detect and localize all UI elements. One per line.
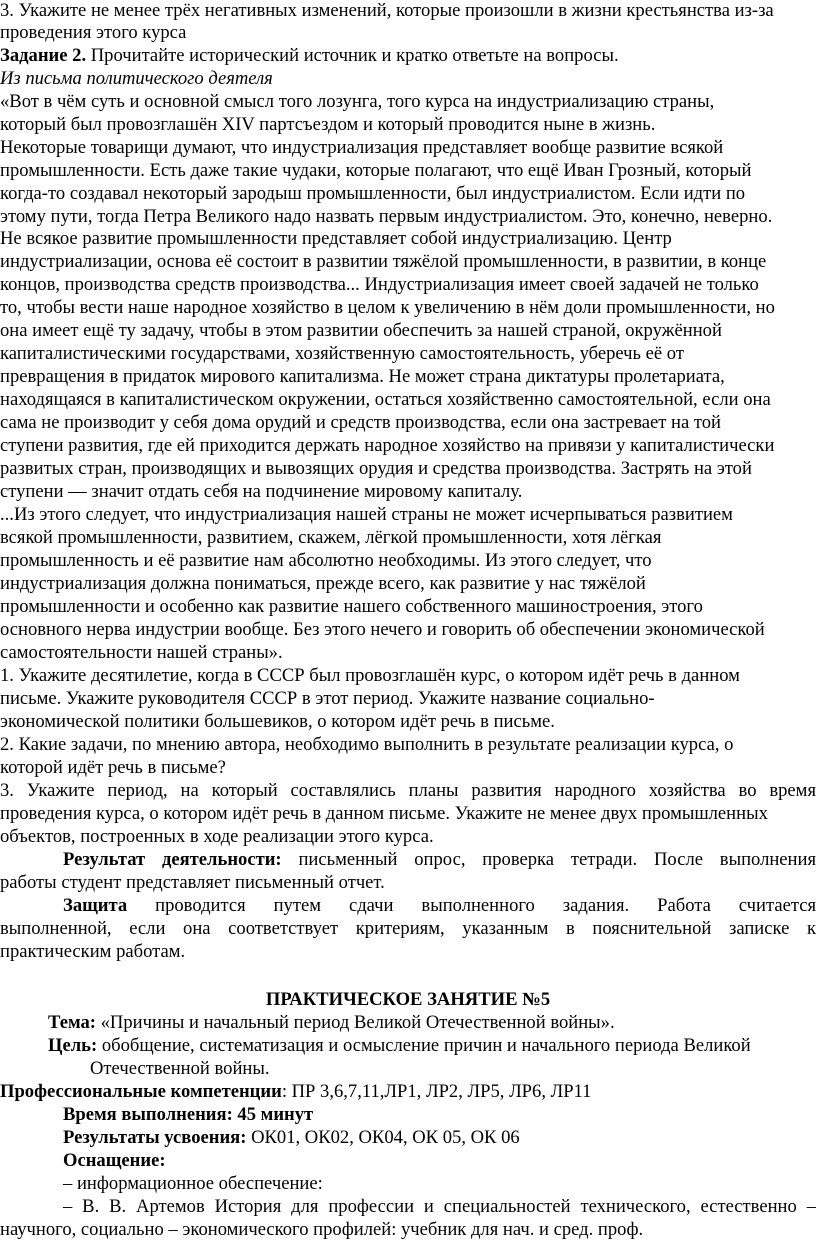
topic-line (0, 1012, 816, 1035)
source-line: этому пути, тогда Петра Великого надо назвать первым индустриалистом. Это, конечно, неверно. (0, 206, 773, 227)
source-line: превращения в придаток мирового капитализма. Не может страна диктатуры пролетариата, (0, 366, 725, 387)
goal-label: Цель: (48, 1035, 98, 1056)
defense-line (0, 895, 816, 918)
source-line: «Вот в чём суть и основной смысл того лозунга, того курса на индустриализацию страны, (0, 91, 715, 112)
source-line: когда-то создавал некоторый зародыш промышленности, был индустриалистом. Если идти по (0, 183, 746, 204)
source-line: индустриализация должна пониматься, прежде всего, как развитие у нас тяжёлой (0, 573, 646, 594)
source-line: основного нерва индустрии вообще. Без этого нечего и говорить об обеспечении экономической (0, 619, 765, 640)
source-line: всякой промышленности, развитием, скажем, лёгкой промышленности, хотя лёгкая (0, 527, 662, 548)
results-text: ОК01, ОК02, ОК04, ОК 05, ОК 06 (246, 1127, 520, 1148)
section-heading: ПРАКТИЧЕСКОЕ ЗАНЯТИЕ №5 (265, 989, 551, 1010)
source-line: который был провозглашён XIV партсъездом и который проводится ныне в жизнь. (0, 114, 656, 135)
task-question-2: которой идёт речь в письме? (0, 757, 226, 778)
source-line: промышленности и особенно как развитие нашего собственного машиностроения, этого (0, 596, 703, 617)
source-line: ступени — значит отдать себя на подчинение мировому капиталу. (0, 481, 523, 502)
source-line: Не всякое развитие промышленности представляет собой индустриализацию. Центр (0, 228, 672, 249)
equipment-item: – В. В. Артемов История для профессии и специальностей технического, естественно – (63, 1196, 816, 1217)
task-question-1: 1. Укажите десятилетие, когда в СССР был провозглашён курс, о котором идёт речь в данном (0, 665, 740, 686)
defense-line-2: выполненной, если она соответствует критериям, указанным в пояснительной записке к (0, 918, 816, 939)
competencies-text: : ПР 3,6,7,11,ЛР1, ЛР2, ЛР5, ЛР6, ЛР11 (281, 1081, 592, 1102)
task-question-1: экономической политики большевиков, о котором идёт речь в письме. (0, 711, 555, 732)
task-question-1: письме. Укажите руководителя СССР в этот период. Укажите название социально- (0, 688, 655, 709)
equipment-item-continued: научного, социально – экономического профилей: учебник для нач. и сред. проф. (0, 1219, 644, 1240)
goal-line (0, 1035, 816, 1058)
source-line: она имеет ещё ту задачу, чтобы в этом развитии обеспечить за нашей страной, окружённой (0, 320, 722, 341)
topic-text: «Причины и начальный период Великой Отечественной войны». (95, 1012, 615, 1033)
result-line (0, 849, 816, 872)
time-line: Время выполнения: 45 минут (63, 1104, 314, 1125)
source-line: ступени развития, где ей приходится держать народное хозяйство на привязи у капиталистически (0, 435, 775, 456)
task-question-2: 2. Какие задачи, по мнению автора, необходимо выполнить в результате реализации курса, о (0, 734, 734, 755)
source-line: концов, производства средств производства... Индустриализация имеет своей задачей не только (0, 274, 759, 295)
task-2-line (0, 45, 816, 68)
topic-label: Тема: (48, 1012, 96, 1033)
equipment-label: Оснащение: (63, 1150, 166, 1171)
goal-text: обобщение, систематизация и осмысление причин и начального периода Великой (97, 1035, 751, 1056)
source-line: то, чтобы вести наше народное хозяйство в целом к увеличению в нём доли промышленности, но (0, 297, 775, 318)
defense-label: Защита (63, 895, 128, 916)
source-line: развитых стран, производящих и вывозящих орудия и средства производства. Застрять на этой (0, 458, 752, 479)
source-line: промышленности. Есть даже такие чудаки, которые полагают, что ещё Иван Грозный, который (0, 160, 752, 181)
question-3-line-2: проведения этого курса (0, 22, 187, 43)
task-question-3: проведения курса, о котором идёт речь в данном письме. Укажите не менее двух промышленных (0, 803, 768, 824)
task-2-text: Прочитайте исторический источник и кратко ответьте на вопросы. (86, 45, 619, 66)
result-text: письменный опрос, проверка тетради. После выполнения (281, 849, 816, 870)
results-label: Результаты усвоения: (63, 1127, 247, 1148)
equipment-item: – информационное обеспечение: (63, 1173, 323, 1194)
task-question-3: объектов, построенных в ходе реализации этого курса. (0, 826, 434, 847)
defense-line-3: практическим работам. (0, 941, 186, 962)
result-label: Результат деятельности: (63, 849, 282, 870)
source-title: Из письма политического деятеля (0, 68, 273, 89)
question-3-line-1: 3. Укажите не менее трёх негативных изменений, которые произошли в жизни крестьянства из-за (0, 0, 774, 21)
source-line: промышленность и её развитие нам абсолютно необходимы. Из этого следует, что (0, 550, 652, 571)
defense-text: проводится путем сдачи выполненного задания. Работа считается (127, 895, 816, 916)
goal-line-2: Отечественной войны. (90, 1058, 270, 1079)
results-line (0, 1127, 816, 1150)
task-2-label: Задание 2. (0, 45, 87, 66)
source-line: капиталистическими государствами, хозяйственную самостоятельность, уберечь её от (0, 343, 684, 364)
source-line: самостоятельности нашей страны». (0, 642, 283, 663)
task-question-3: 3. Укажите период, на который составлялись планы развития народного хозяйства во время (0, 780, 816, 801)
competencies-line (0, 1081, 816, 1104)
result-line-2: работы студент представляет письменный отчет. (0, 872, 385, 893)
source-line: ...Из этого следует, что индустриализация нашей страны не может исчерпываться развитием (0, 504, 733, 525)
source-line: Некоторые товарищи думают, что индустриализация представляет вообще развитие всякой (0, 137, 724, 158)
source-line: находящаяся в капиталистическом окружении, остаться хозяйственно самостоятельной, если она (0, 389, 771, 410)
source-line: сама не производит у себя дома орудий и средств производства, если она застревает на той (0, 412, 722, 433)
competencies-label: Профессиональные компетенции (0, 1081, 282, 1102)
source-line: индустриализации, основа её состоит в развитии тяжёлой промышленности, в развитии, в конце (0, 251, 767, 272)
